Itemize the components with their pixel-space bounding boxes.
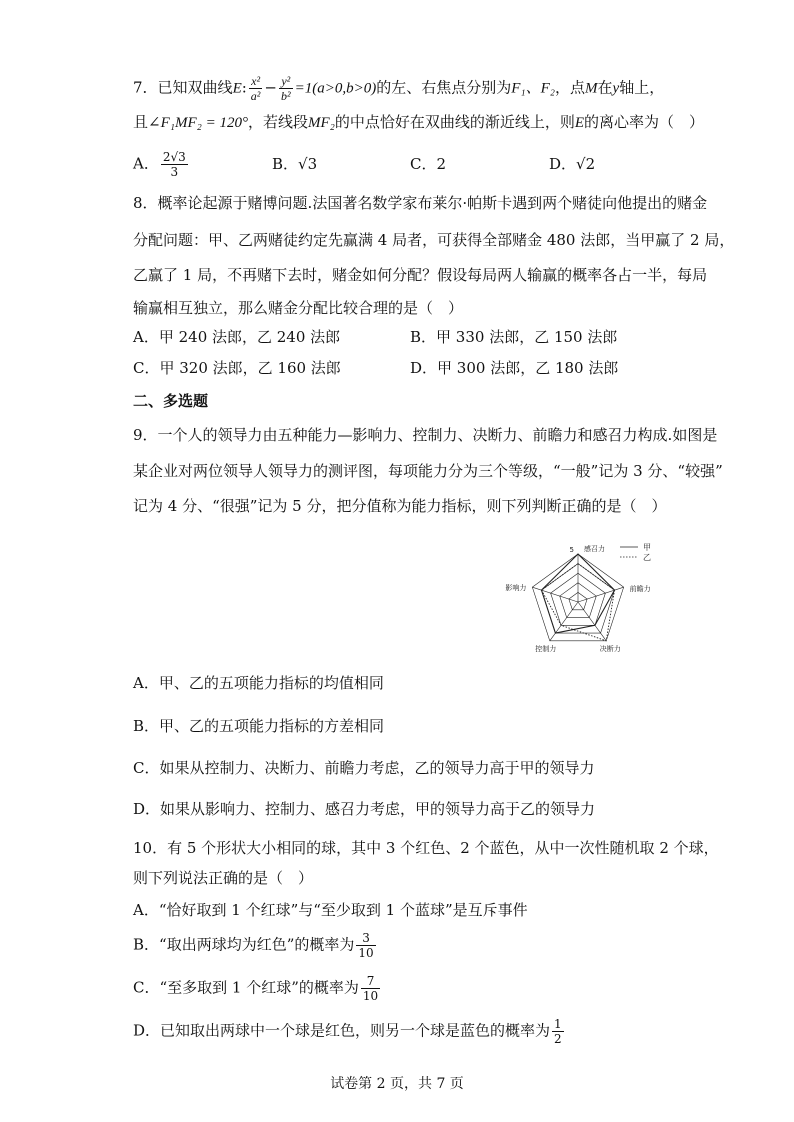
q8-line2: 分配问题：甲、乙两赌徒约定先赢满 4 局者，可获得全部赌金 480 法郎，当甲赢了 2 局，: [133, 231, 735, 249]
radar-axis-label: 控制力: [535, 644, 557, 653]
q7-line1: 7．已知双曲线E: $\frac{\text{x²}}{\text{a²}}$ − $\frac{\text{y²}}{\text{b²}}$ =1(a>0,b>0)的左、右焦点分别为F₁、F₂，点M在y轴上，: [133, 74, 665, 103]
radar-axis-line: [578, 602, 606, 641]
radar-legend: [620, 543, 651, 562]
q9-option-d: D．如果从影响力、控制力、感召力考虑，甲的领导力高于乙的领导力: [133, 800, 596, 818]
q10-option-b-fraction: $\frac{3}{10}$: [358, 931, 374, 960]
radar-axis-label: 影响力: [505, 584, 527, 593]
radar-axis-label: 前瞻力: [629, 585, 651, 594]
q7-option-a: A． $\frac{2√3}{3}$: [133, 150, 186, 179]
section-title-multiple-choice: 二、多选题: [133, 392, 209, 410]
q10-line1: 10．有 5 个形状大小相同的球，其中 3 个红色、2 个蓝色，从中一次性随机取 2 个球，: [133, 839, 719, 857]
legend-label-yi: 乙: [643, 553, 651, 562]
radar-axis-line: [532, 587, 578, 602]
q7-option-b: B．√3: [272, 155, 318, 173]
q7-var-e: E: [232, 80, 242, 97]
radar-chart: [495, 535, 665, 665]
q7-equation: =1(a>0,b>0): [294, 80, 377, 97]
q7-number: 7．: [133, 78, 158, 97]
q10-option-b: B．“取出两球均为红色”的概率为 $\frac{3}{10}$: [133, 931, 374, 960]
q8-line4: 输赢相互独立，那么赌金分配比较合理的是（ ）: [133, 299, 464, 317]
q7-frac-y: $\frac{\text{y²}}{\text{b²}}$: [280, 74, 291, 103]
page-footer: 试卷第 2 页，共 7 页: [330, 1076, 464, 1092]
q8-option-a: A．甲 240 法郎，乙 240 法郎: [133, 328, 341, 346]
q7-option-a-fraction: $\frac{2√3}{3}$: [162, 150, 186, 179]
q9-line3: 记为 4 分、“很强”记为 5 分，把分值称为能力指标，则下列判断正确的是（ ）: [133, 497, 667, 515]
legend-label-jia: 甲: [643, 543, 651, 552]
q9-line1: 9．一个人的领导力由五种能力—影响力、控制力、决断力、前瞻力和感召力构成.如图是: [133, 426, 718, 444]
q7-option-c: C．2: [410, 155, 447, 173]
q7-line2: 且∠F₁MF₂ = 120°，若线段MF₂的中点恰好在双曲线的渐近线上，则E的离心率为（ ）: [133, 113, 705, 131]
q7-text: 已知双曲线: [157, 78, 233, 97]
q9-option-c: C．如果从控制力、决断力、前瞻力考虑，乙的领导力高于甲的领导力: [133, 759, 595, 777]
q7-frac-x: $\frac{\text{x²}}{\text{a²}}$: [250, 74, 261, 103]
radar-axis-label: 感召力: [584, 545, 605, 553]
q9-option-b: B．甲、乙的五项能力指标的方差相同: [133, 717, 385, 735]
radar-axis-line: [578, 587, 624, 602]
q10-option-c: C．“至多取到 1 个红球”的概率为 $\frac{7}{10}$: [133, 974, 379, 1003]
q8-option-c: C．甲 320 法郎，乙 160 法郎: [133, 359, 341, 377]
q10-line2: 则下列说法正确的是（ ）: [133, 869, 314, 887]
q10-option-c-fraction: $\frac{7}{10}$: [362, 974, 379, 1003]
q10-option-d: D．已知取出两球中一个球是红色，则另一个球是蓝色的概率为 $\frac{1}{2}$: [133, 1017, 562, 1046]
q7-option-d: D．√2: [549, 155, 596, 173]
radar-axis-label: 决断力: [599, 644, 621, 653]
q8-line1: 8．概率论起源于赌博问题.法国著名数学家布莱尔·帕斯卡遇到两个赌徒向他提出的赌金: [133, 194, 708, 212]
q10-option-a: A．“恰好取到 1 个红球”与“至少取到 1 个蓝球”是互斥事件: [133, 901, 528, 919]
q8-option-b: B．甲 330 法郎，乙 150 法郎: [410, 328, 618, 346]
q8-option-d: D．甲 300 法郎，乙 180 法郎: [410, 359, 619, 377]
q10-option-d-fraction: $\frac{1}{2}$: [554, 1017, 562, 1046]
radar-max-label: 5: [569, 546, 574, 554]
radar-axis-line: [550, 602, 578, 641]
q9-option-a: A．甲、乙的五项能力指标的均值相同: [133, 674, 384, 692]
q9-line2: 某企业对两位领导人领导力的测评图，每项能力分为三个等级，“一般”记为 3 分、“较强”: [133, 462, 723, 480]
q7-angle: ∠F₁MF₂ = 120°: [148, 115, 248, 131]
q8-line3: 乙赢了 1 局，不再赌下去时，赌金如何分配？假设每局两人输赢的概率各占一半，每局: [133, 266, 708, 284]
